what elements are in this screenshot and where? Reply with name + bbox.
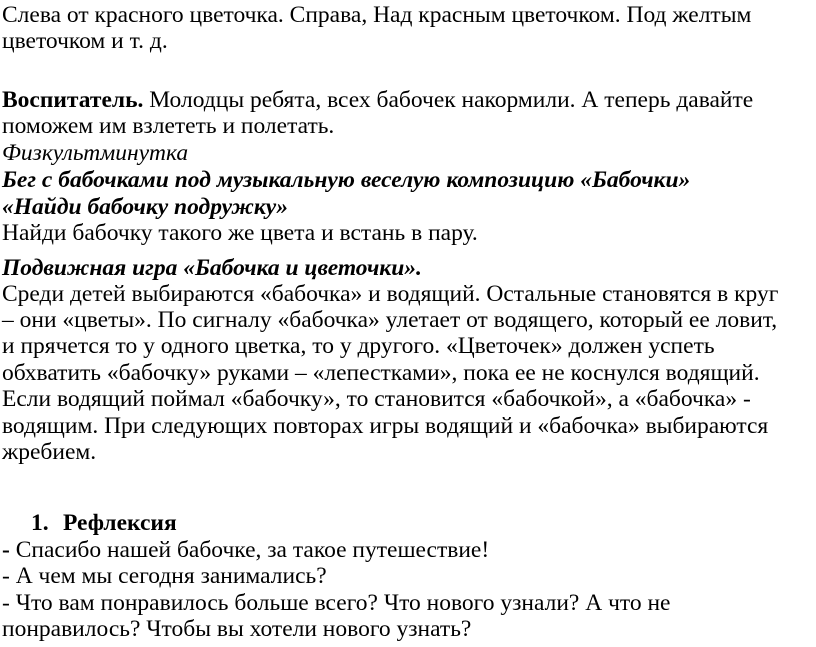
game-text-line: водящим. При следующих повторах игры водящий и «бабочка» выбираются [2,413,769,439]
teacher-line-1 [2,87,753,113]
game-text-line: жребием. [2,439,97,465]
reflection-title: Рефлексия [63,510,177,536]
game-text-line: Среди детей выбираются «бабочка» и водящий. Остальные становятся в круг [2,281,779,307]
find-butterfly-title: «Найди бабочку подружку» [2,194,288,220]
teacher-line-2: поможем им взлететь и полетать. [2,113,335,139]
reflection-line-1-text: Спасибо нашей бабочке, за такое путешествие! [9,537,490,563]
reflection-line-2: - А чем мы сегодня занимались? [2,563,327,589]
game-text-line: и прячется то у одного цветка, то у другого. «Цветочек» должен успеть [2,333,715,359]
teacher-line-1-text: Молодцы ребята, всех бабочек накормили. А теперь давайте [143,87,754,113]
game-text-line: Если водящий поймал «бабочку», то становится «бабочкой», а «бабочка» - [2,386,751,412]
reflection-dash: - [2,537,10,563]
reflection-line-1 [2,537,489,563]
reflection-number: 1. [31,510,49,536]
fizkult-heading: Физкультминутка [2,140,189,166]
find-butterfly-text: Найди бабочку такого же цвета и встань в пару. [2,220,478,246]
reflection-line-3: - Что вам понравилось больше всего? Что нового узнали? А что не [2,590,671,616]
intro-line-2: цветочком и т. д. [2,28,168,54]
teacher-speaker: Воспитатель. [2,87,144,113]
game-title: Подвижная игра «Бабочка и цветочки». [2,255,422,281]
run-with-butterflies-title: Бег с бабочками под музыкальную веселую композицию «Бабочки» [2,167,691,193]
intro-line-1: Слева от красного цветочка. Справа, Над красным цветочком. Под желтым [2,2,752,28]
reflection-line-4: понравилось? Чтобы вы хотели нового узнать? [2,616,472,642]
game-text-line: – они «цветы». По сигналу «бабочка» улетает от водящего, который ее ловит, [2,307,778,333]
game-text-line: обхватить «бабочку» руками – «лепестками», пока ее не коснулся водящий. [2,360,760,386]
